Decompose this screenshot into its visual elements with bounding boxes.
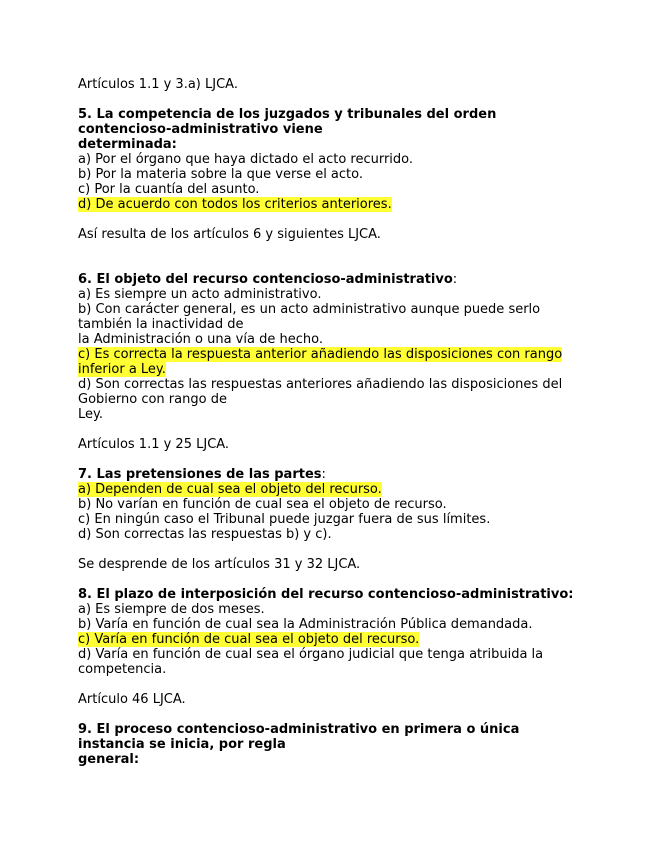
text-line [78,692,186,707]
text-line [78,497,447,512]
text-line [78,602,265,617]
text-line [78,407,103,422]
line-text: Se desprende de los artículos 31 y 32 LJCA. [78,557,361,572]
line-text: d) Son correctas las respuestas b) y c). [78,527,332,542]
text-line [78,377,562,392]
question-heading: 8. El plazo de interposición del recurso contencioso-administrativo: [78,587,574,602]
text-line [78,557,360,572]
text-line [78,227,381,242]
text-line [78,737,286,752]
text-line [78,272,457,287]
text-line [78,617,533,632]
text-line [78,587,573,602]
highlighted-answer: c) Es correcta la respuesta anterior añadiendo las disposiciones con rango [78,347,563,362]
line-text: Así resulta de los artículos 6 y siguientes LJCA. [78,227,381,242]
text-line [78,152,413,167]
text-line [78,362,166,377]
text-line [78,167,363,182]
text-line [78,437,229,452]
text-line [78,77,238,92]
question-heading: contencioso-administrativo viene [78,122,323,137]
line-text: b) No varían en función de cual sea el objeto de recurso. [78,497,447,512]
text-line [78,332,323,347]
question-heading: determinada: [78,137,177,152]
line-text: Artículos 1.1 y 3.a) LJCA. [78,77,238,92]
text-line [78,467,326,482]
line-text: c) Por la cuantía del asunto. [78,182,260,197]
question-heading: 9. El proceso contencioso-administrativo en primera o única [78,722,520,737]
text-line [78,527,332,542]
text-line [78,137,177,152]
line-text: también la inactividad de [78,317,244,332]
question-heading: 7. Las pretensiones de las partes [78,467,322,482]
line-text: d) Varía en función de cual sea el órgano judicial que tenga atribuida la [78,647,544,662]
text-line [78,632,419,647]
line-text: c) En ningún caso el Tribunal puede juzgar fuera de sus límites. [78,512,491,527]
highlighted-answer: a) Dependen de cual sea el objeto del recurso. [78,482,382,497]
text-line [78,182,259,197]
highlighted-answer: d) De acuerdo con todos los criterios anteriores. [78,197,392,212]
line-text: b) Por la materia sobre la que verse el acto. [78,167,364,182]
text-line [78,107,496,122]
line-text: a) Es siempre un acto administrativo. [78,287,322,302]
text-line [78,662,166,677]
text-line [78,482,382,497]
text-line [78,317,244,332]
text-line [78,512,490,527]
line-text: b) Varía en función de cual sea la Administración Pública demandada. [78,617,533,632]
line-text: Gobierno con rango de [78,392,227,407]
text-line [78,122,323,137]
line-text: la Administración o una vía de hecho. [78,332,323,347]
heading-colon: : [321,467,326,482]
question-heading: general: [78,752,140,767]
text-line [78,287,321,302]
line-text: Ley. [78,407,103,422]
text-line [78,752,139,767]
line-text: b) Con carácter general, es un acto administrativo aunque puede serlo [78,302,541,317]
highlighted-answer: c) Varía en función de cual sea el objeto del recurso. [78,632,420,647]
line-text: Artículos 1.1 y 25 LJCA. [78,437,230,452]
question-heading: instancia se inicia, por regla [78,737,286,752]
text-line [78,197,392,212]
question-heading: 6. El objeto del recurso contencioso-administrativo [78,272,453,287]
text-line [78,347,562,362]
text-line [78,722,519,737]
line-text: a) Es siempre de dos meses. [78,602,265,617]
text-line [78,392,227,407]
line-text: competencia. [78,662,167,677]
text-line [78,647,543,662]
line-text: d) Son correctas las respuestas anteriores añadiendo las disposiciones del [78,377,563,392]
line-text: Artículo 46 LJCA. [78,692,186,707]
question-heading: 5. La competencia de los juzgados y tribunales del orden [78,107,497,122]
heading-colon: : [452,272,458,287]
text-line [78,302,540,317]
line-text: a) Por el órgano que haya dictado el acto recurrido. [78,152,414,167]
highlighted-answer: inferior a Ley. [78,362,166,377]
